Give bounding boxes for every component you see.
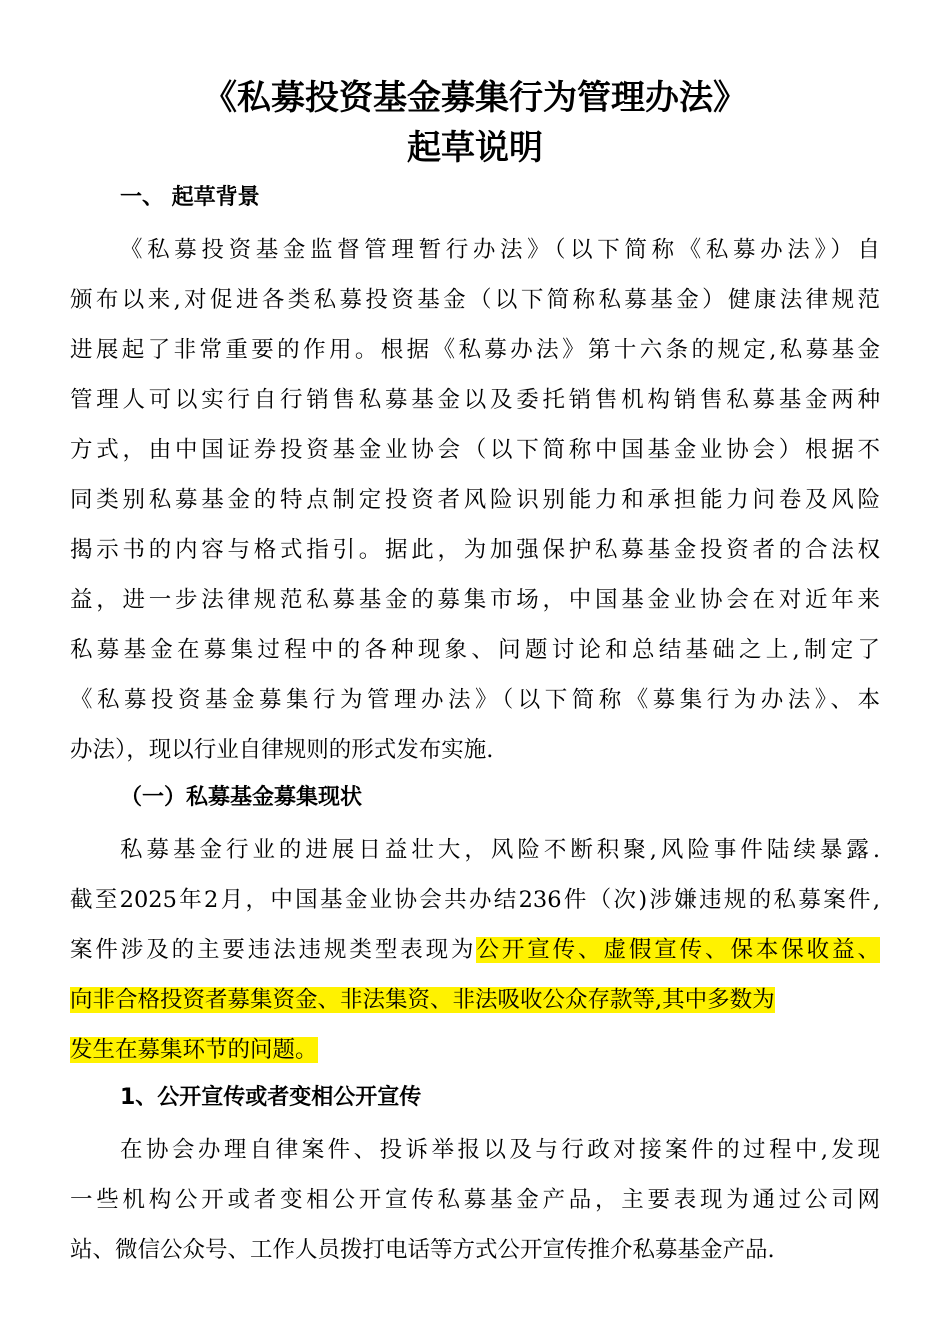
paragraph-line: 私募基金行业的进展日益壮大，风险不断积聚,风险事件陆续暴露. xyxy=(120,837,880,863)
paragraph-line: 进展起了非常重要的作用。根据《私募办法》第十六条的规定,私募基金 xyxy=(70,337,880,363)
paragraph-status xyxy=(70,825,880,1075)
paragraph-public-promotion xyxy=(70,1125,880,1275)
paragraph-line: 《私募投资基金募集行为管理办法》（以下简称《募集行为办法》、本 xyxy=(70,687,880,713)
subsection-heading-status: （一）私募基金募集现状 xyxy=(120,785,363,810)
paragraph-line: 办法），现以行业自律规则的形式发布实施. xyxy=(70,737,494,763)
paragraph-line: 颁布以来,对促进各类私募投资基金（以下简称私募基金）健康法律规范 xyxy=(70,287,880,313)
paragraph-line: 在协会办理自律案件、投诉举报以及与行政对接案件的过程中,发现 xyxy=(120,1137,880,1163)
paragraph-line-mixed xyxy=(70,925,880,975)
paragraph-line: 同类别私募基金的特点制定投资者风险识别能力和承担能力问卷及风险 xyxy=(70,487,880,513)
highlighted-text: 向非合格投资者募集资金、非法集资、非法吸收公众存款等,其中多数为 xyxy=(70,987,775,1013)
paragraph-line: 方式，由中国证券投资基金业协会（以下简称中国基金业协会）根据不 xyxy=(70,437,880,463)
paragraph-background xyxy=(70,225,880,775)
paragraph-line: 《私募投资基金监督管理暂行办法》（以下简称《私募办法》）自 xyxy=(120,237,880,263)
paragraph-line: 益，进一步法律规范私募基金的募集市场，中国基金业协会在对近年来 xyxy=(70,587,880,613)
plain-text: 案件涉及的主要违法违规类型表现为 xyxy=(70,937,477,963)
paragraph-line: 一些机构公开或者变相公开宣传私募基金产品，主要表现为通过公司网 xyxy=(70,1187,880,1213)
paragraph-line xyxy=(70,975,880,1025)
highlighted-text: 发生在募集环节的问题。 xyxy=(70,1037,318,1063)
paragraph-line: 私募基金在募集过程中的各种现象、问题讨论和总结基础之上,制定了 xyxy=(70,637,880,663)
document-title: 《私募投资基金募集行为管理办法》 xyxy=(203,78,747,118)
highlighted-text: 公开宣传、虚假宣传、保本保收益、 xyxy=(476,937,880,963)
document-subtitle: 起草说明 xyxy=(407,128,543,168)
paragraph-line xyxy=(70,1025,880,1075)
section-heading-background: 一、 起草背景 xyxy=(120,185,260,210)
paragraph-line: 揭示书的内容与格式指引。据此，为加强保护私募基金投资者的合法权 xyxy=(70,537,880,563)
paragraph-line: 截至2025年2月，中国基金业协会共办结236件（次)涉嫌违规的私募案件, xyxy=(70,887,880,913)
item-heading-public-promotion: 1、公开宣传或者变相公开宣传 xyxy=(120,1085,422,1110)
paragraph-line: 管理人可以实行自行销售私募基金以及委托销售机构销售私募基金两种 xyxy=(70,387,880,413)
paragraph-line: 站、微信公众号、工作人员拨打电话等方式公开宣传推介私募基金产品. xyxy=(70,1237,775,1263)
